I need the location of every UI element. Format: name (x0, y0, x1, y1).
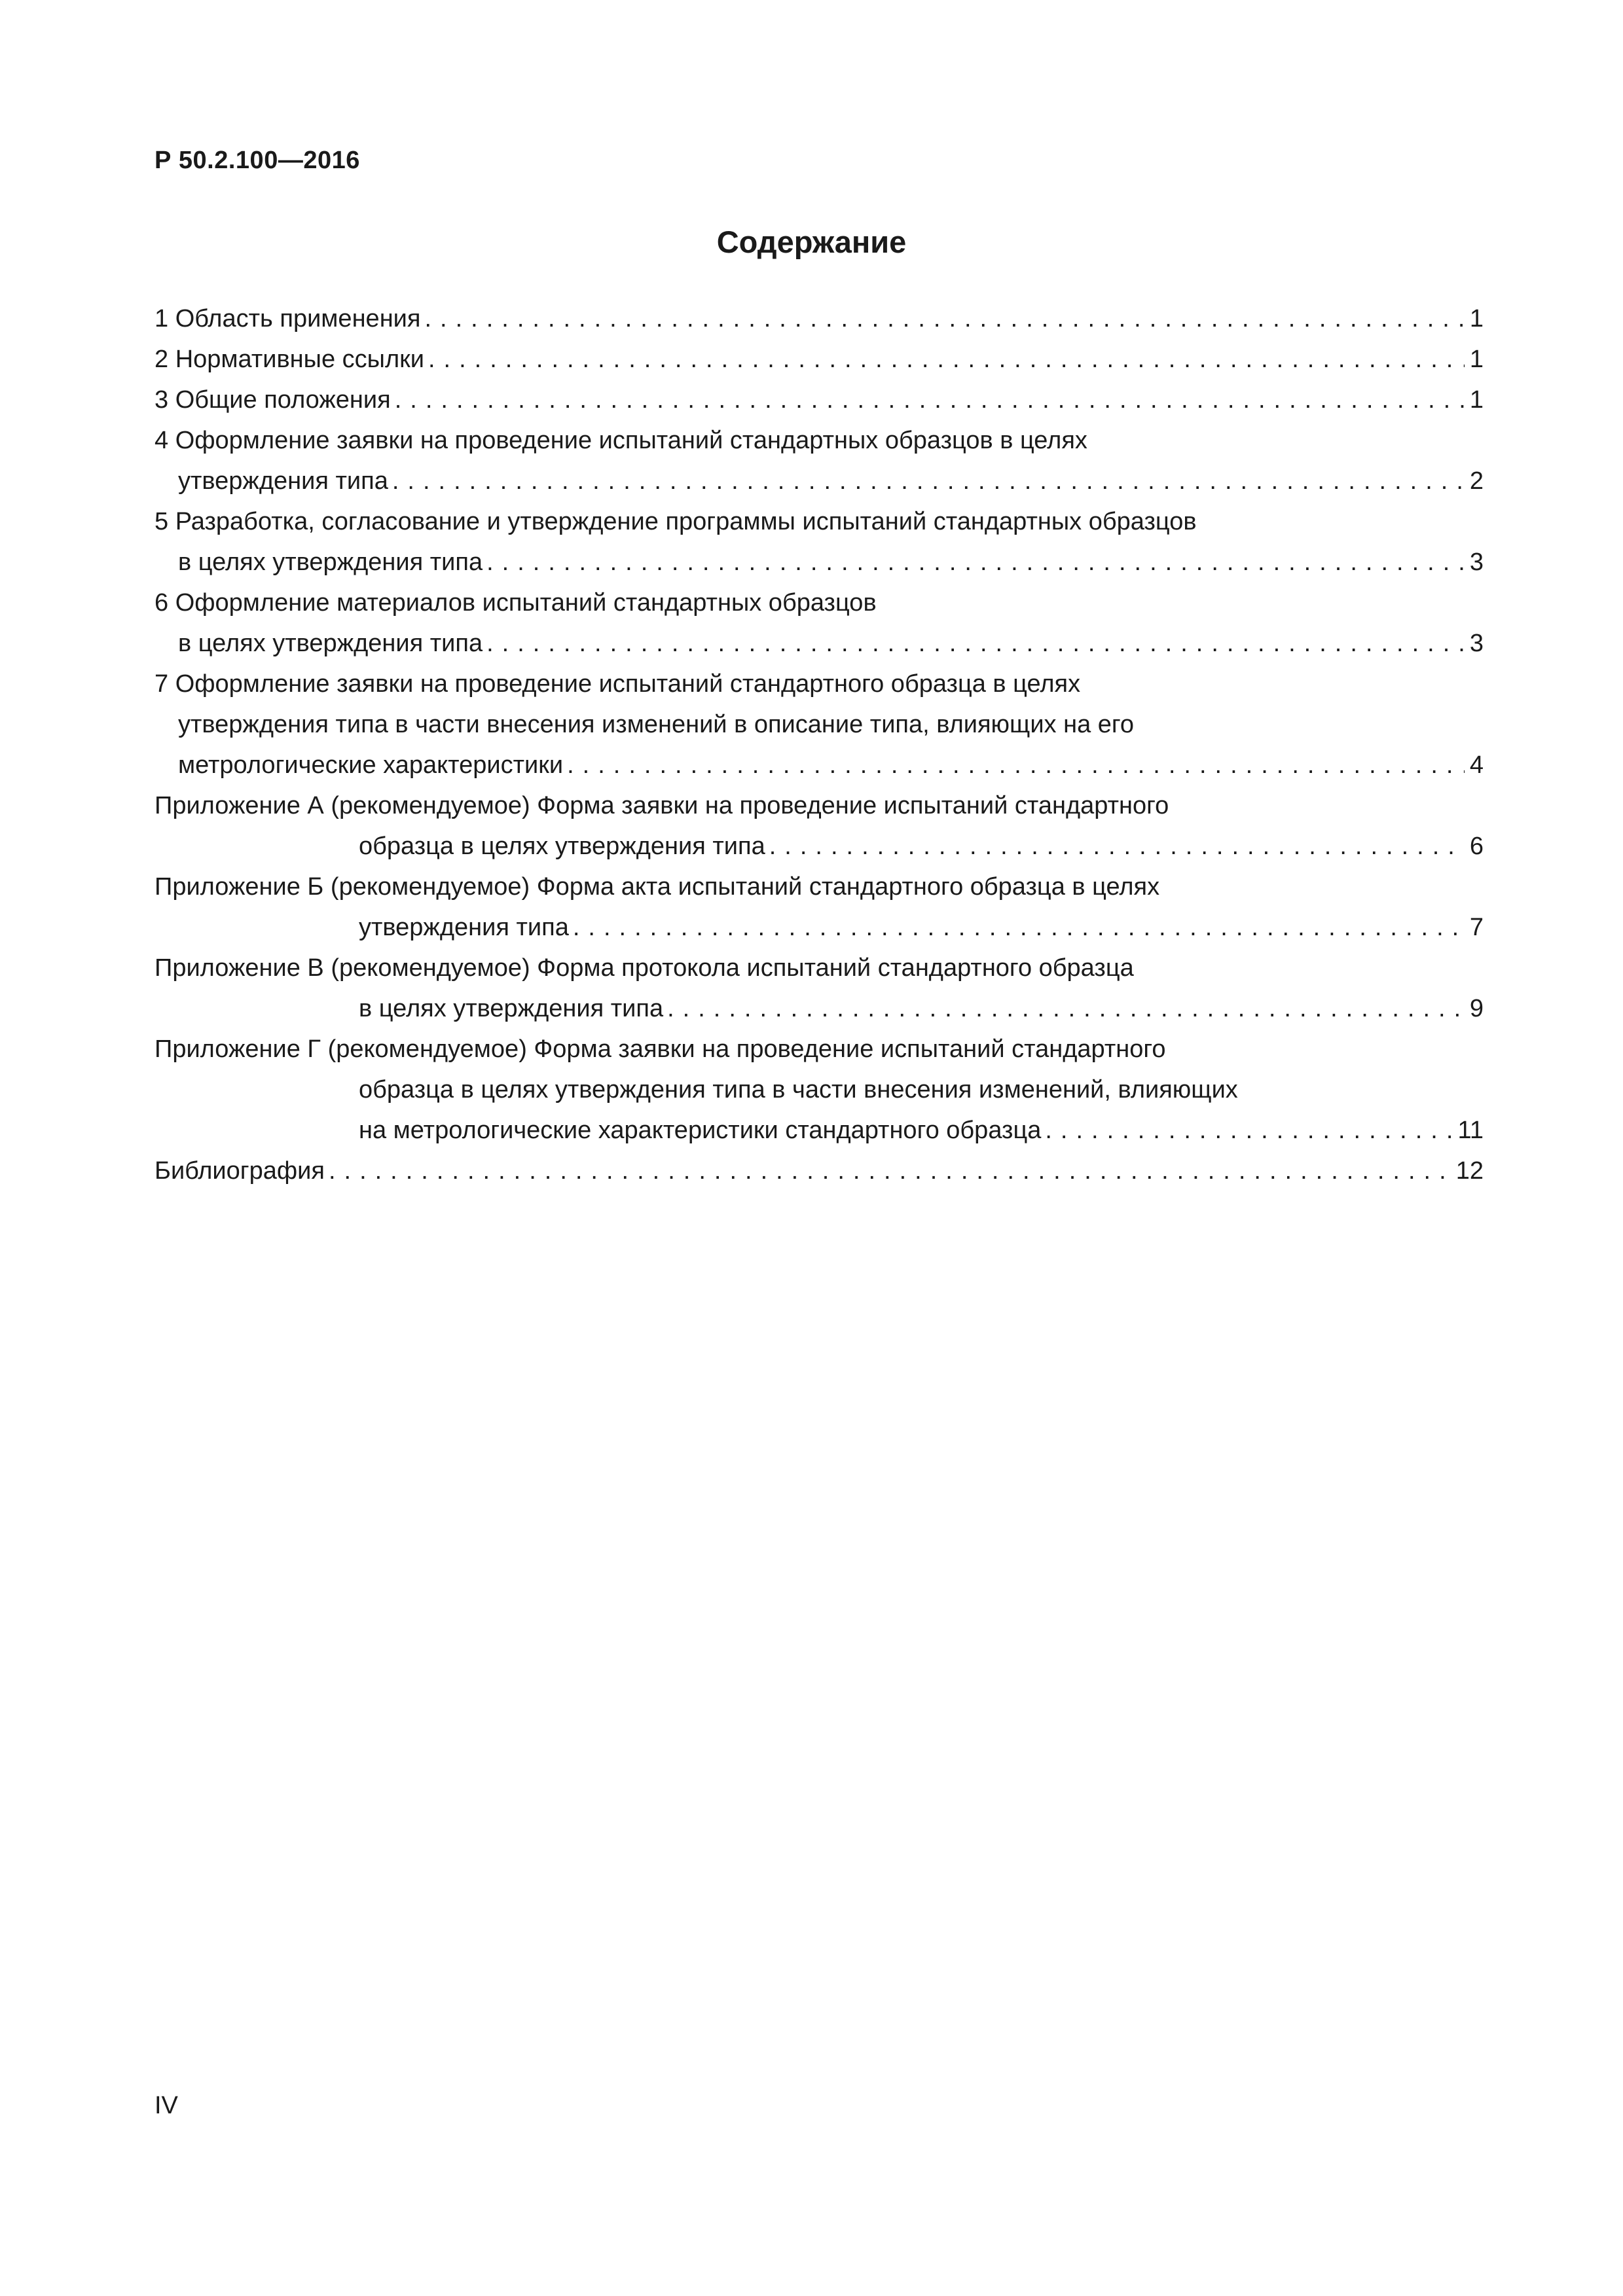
toc-title: Содержание (716, 224, 907, 259)
dot-leader (769, 826, 1465, 867)
toc-entry-text: Приложение А (рекомендуемое) Форма заявки на проведение испытаний стандартного (155, 792, 1169, 819)
toc-entry-text: утверждения типа (359, 914, 569, 941)
toc-entry-text: Приложение Г (рекомендуемое) Форма заявки на проведение испытаний стандартного (155, 1035, 1166, 1063)
toc-entry-text: метрологические характеристики (178, 751, 564, 779)
toc-entry-3[interactable] (155, 380, 1484, 420)
toc-entry-appendix-g[interactable] (155, 1029, 1484, 1151)
dot-leader (573, 907, 1465, 948)
toc-page-number: 9 (1469, 995, 1484, 1022)
dot-leader (1045, 1110, 1452, 1151)
table-of-contents (155, 298, 1484, 1191)
toc-entry-text: 5 Разработка, согласование и утверждение программы испытаний стандартных образцов (155, 508, 1197, 535)
toc-entry-text: 2 Нормативные ссылки (155, 346, 424, 373)
document-code: Р 50.2.100—2016 (155, 147, 360, 174)
toc-page-number: 2 (1469, 467, 1484, 495)
toc-entry-text: в целях утверждения типа (178, 548, 483, 576)
toc-entry-appendix-b[interactable] (155, 867, 1484, 948)
toc-entry-text: Библиография (155, 1157, 325, 1185)
page-number: IV (155, 2092, 178, 2119)
dot-leader (329, 1151, 1451, 1191)
toc-entry-text: 6 Оформление материалов испытаний стандартных образцов (155, 589, 877, 617)
toc-page-number: 1 (1469, 305, 1484, 332)
toc-page-number: 7 (1469, 914, 1484, 941)
toc-entry-text: 1 Область применения (155, 305, 421, 332)
dot-leader (392, 461, 1465, 501)
toc-entry-text: образца в целях утверждения типа в части внесения изменений, влияющих (359, 1076, 1238, 1103)
toc-entry-appendix-v[interactable] (155, 948, 1484, 1029)
toc-entry-text: на метрологические характеристики стандартного образца (359, 1117, 1042, 1144)
toc-page-number: 1 (1469, 346, 1484, 373)
toc-entry-text: утверждения типа (178, 467, 388, 495)
toc-page-number: 11 (1457, 1117, 1484, 1144)
dot-leader (395, 380, 1465, 420)
toc-entry-1[interactable] (155, 298, 1484, 339)
toc-entry-text: 3 Общие положения (155, 386, 391, 414)
toc-entry-bibliography[interactable] (155, 1151, 1484, 1191)
dot-leader (567, 745, 1465, 785)
toc-page-number: 3 (1469, 630, 1484, 657)
toc-entry-text: образца в целях утверждения типа (359, 833, 765, 860)
toc-entry-text: в целях утверждения типа (359, 995, 664, 1022)
toc-entry-text: Приложение Б (рекомендуемое) Форма акта испытаний стандартного образца в целях (155, 873, 1160, 901)
toc-entry-text: 4 Оформление заявки на проведение испытаний стандартных образцов в целях (155, 427, 1087, 454)
toc-entry-2[interactable] (155, 339, 1484, 380)
toc-page-number: 1 (1469, 386, 1484, 414)
toc-entry-7[interactable] (155, 664, 1484, 785)
dot-leader (486, 623, 1465, 664)
dot-leader (486, 542, 1465, 583)
toc-entry-appendix-a[interactable] (155, 785, 1484, 867)
toc-page-number: 6 (1469, 833, 1484, 860)
toc-entry-4[interactable] (155, 420, 1484, 501)
toc-entry-5[interactable] (155, 501, 1484, 583)
dot-leader (667, 988, 1465, 1029)
toc-entry-text: 7 Оформление заявки на проведение испытаний стандартного образца в целях (155, 670, 1081, 698)
toc-entry-text: утверждения типа в части внесения изменений в описание типа, влияющих на его (178, 711, 1135, 738)
toc-entry-text: Приложение В (рекомендуемое) Форма протокола испытаний стандартного образца (155, 954, 1134, 982)
dot-leader (428, 339, 1465, 380)
toc-entry-text: в целях утверждения типа (178, 630, 483, 657)
toc-page-number: 3 (1469, 548, 1484, 576)
toc-page-number: 12 (1455, 1157, 1484, 1185)
toc-entry-6[interactable] (155, 583, 1484, 664)
toc-page-number: 4 (1469, 751, 1484, 779)
dot-leader (424, 298, 1464, 339)
